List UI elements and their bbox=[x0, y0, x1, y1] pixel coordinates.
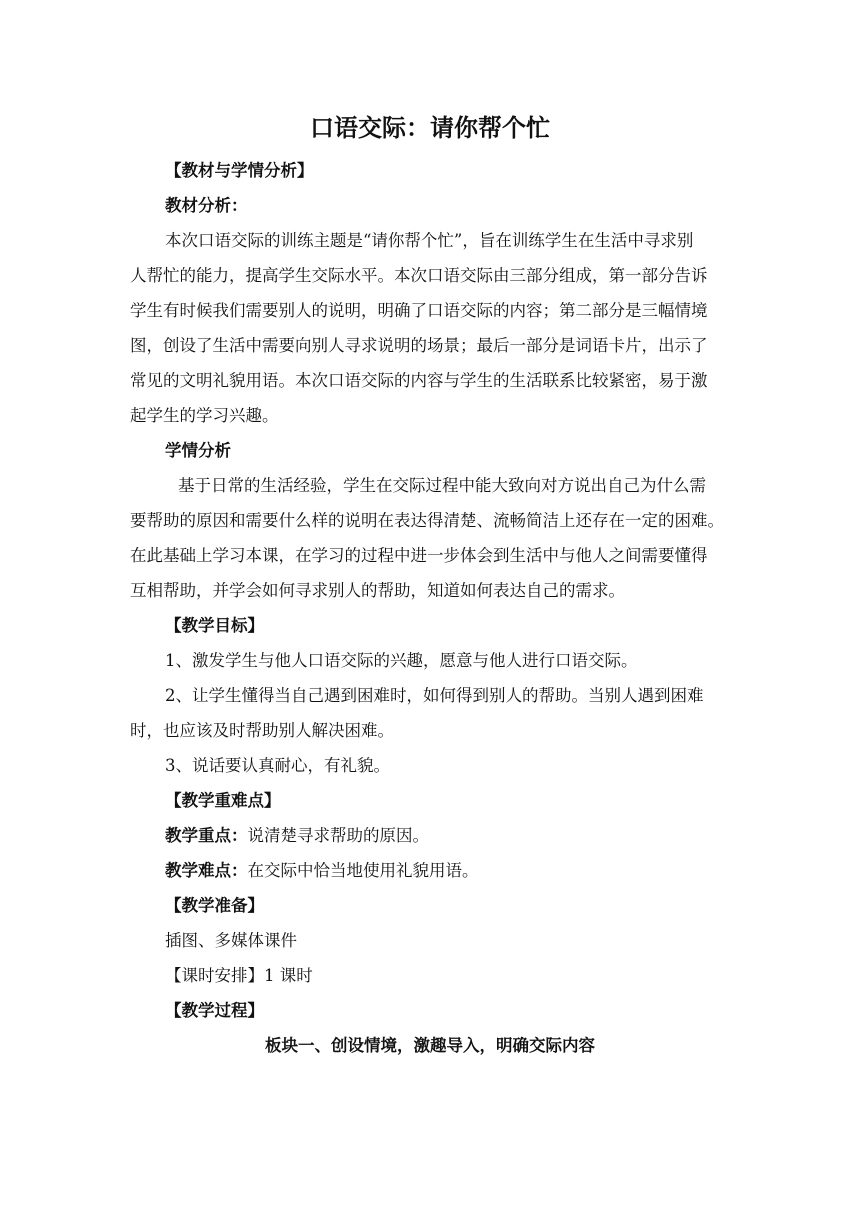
textbook-paragraph-line: 图，创设了生活中需要向别人寻求说明的场景；最后一部分是词语卡片，出示了 bbox=[130, 336, 708, 355]
key-point bbox=[165, 825, 775, 847]
student-paragraph-line: 在此基础上学习本课，在学习的过程中进一步体会到生活中与他人之间需要懂得 bbox=[130, 546, 708, 565]
section-heading-goals: 【教学目标】 bbox=[165, 616, 264, 635]
section-heading-process: 【教学过程】 bbox=[165, 1001, 264, 1020]
student-paragraph-line: 基于日常的生活经验，学生在交际过程中能大致向对方说出自己为什么需 bbox=[178, 476, 706, 495]
textbook-paragraph-line: 起学生的学习兴趣。 bbox=[130, 406, 279, 425]
difficult-point-label: 教学难点： bbox=[165, 861, 248, 880]
difficult-point bbox=[165, 860, 775, 882]
textbook-paragraph-line: 本次口语交际的训练主题是“请你帮个忙”，旨在训练学生在生活中寻求别 bbox=[165, 231, 694, 250]
textbook-analysis-heading: 教材分析： bbox=[165, 196, 248, 215]
student-analysis-heading: 学情分析 bbox=[165, 441, 231, 460]
section-heading-analysis: 【教材与学情分析】 bbox=[165, 161, 314, 180]
goal-item-1: 1、激发学生与他人口语交际的兴趣，愿意与他人进行口语交际。 bbox=[165, 651, 638, 670]
key-point-text: 说清楚寻求帮助的原因。 bbox=[247, 826, 429, 845]
page-title: 口语交际：请你帮个忙 bbox=[310, 114, 550, 142]
goal-item-2-continued: 时，也应该及时帮助别人解决困难。 bbox=[130, 721, 394, 740]
textbook-paragraph-line: 人帮忙的能力，提高学生交际水平。本次口语交际由三部分组成，第一部分告诉 bbox=[130, 266, 708, 285]
textbook-paragraph-line: 常见的文明礼貌用语。本次口语交际的内容与学生的生活联系比较紧密，易于激 bbox=[130, 371, 708, 390]
goal-item-3: 3、说话要认真耐心，有礼貌。 bbox=[165, 756, 390, 775]
process-block-1-heading: 板块一、创设情境，激趣导入，明确交际内容 bbox=[265, 1036, 595, 1055]
prep-text: 插图、多媒体课件 bbox=[165, 931, 297, 950]
key-point-label: 教学重点： bbox=[165, 826, 248, 845]
textbook-paragraph-line: 学生有时候我们需要别人的说明，明确了口语交际的内容；第二部分是三幅情境 bbox=[130, 301, 708, 320]
section-heading-prep: 【教学准备】 bbox=[165, 896, 264, 915]
student-paragraph-line: 要帮助的原因和需要什么样的说明在表达得清楚、流畅简洁上还存在一定的困难。 bbox=[130, 511, 724, 530]
difficult-point-text: 在交际中恰当地使用礼貌用语。 bbox=[247, 861, 479, 880]
schedule-line: 【课时安排】1 课时 bbox=[165, 966, 313, 985]
section-heading-keypoints: 【教学重难点】 bbox=[165, 791, 281, 810]
student-paragraph-line: 互相帮助，并学会如何寻求别人的帮助，知道如何表达自己的需求。 bbox=[130, 581, 625, 600]
goal-item-2: 2、让学生懂得当自己遇到困难时，如何得到别人的帮助。当别人遇到困难 bbox=[165, 686, 704, 705]
